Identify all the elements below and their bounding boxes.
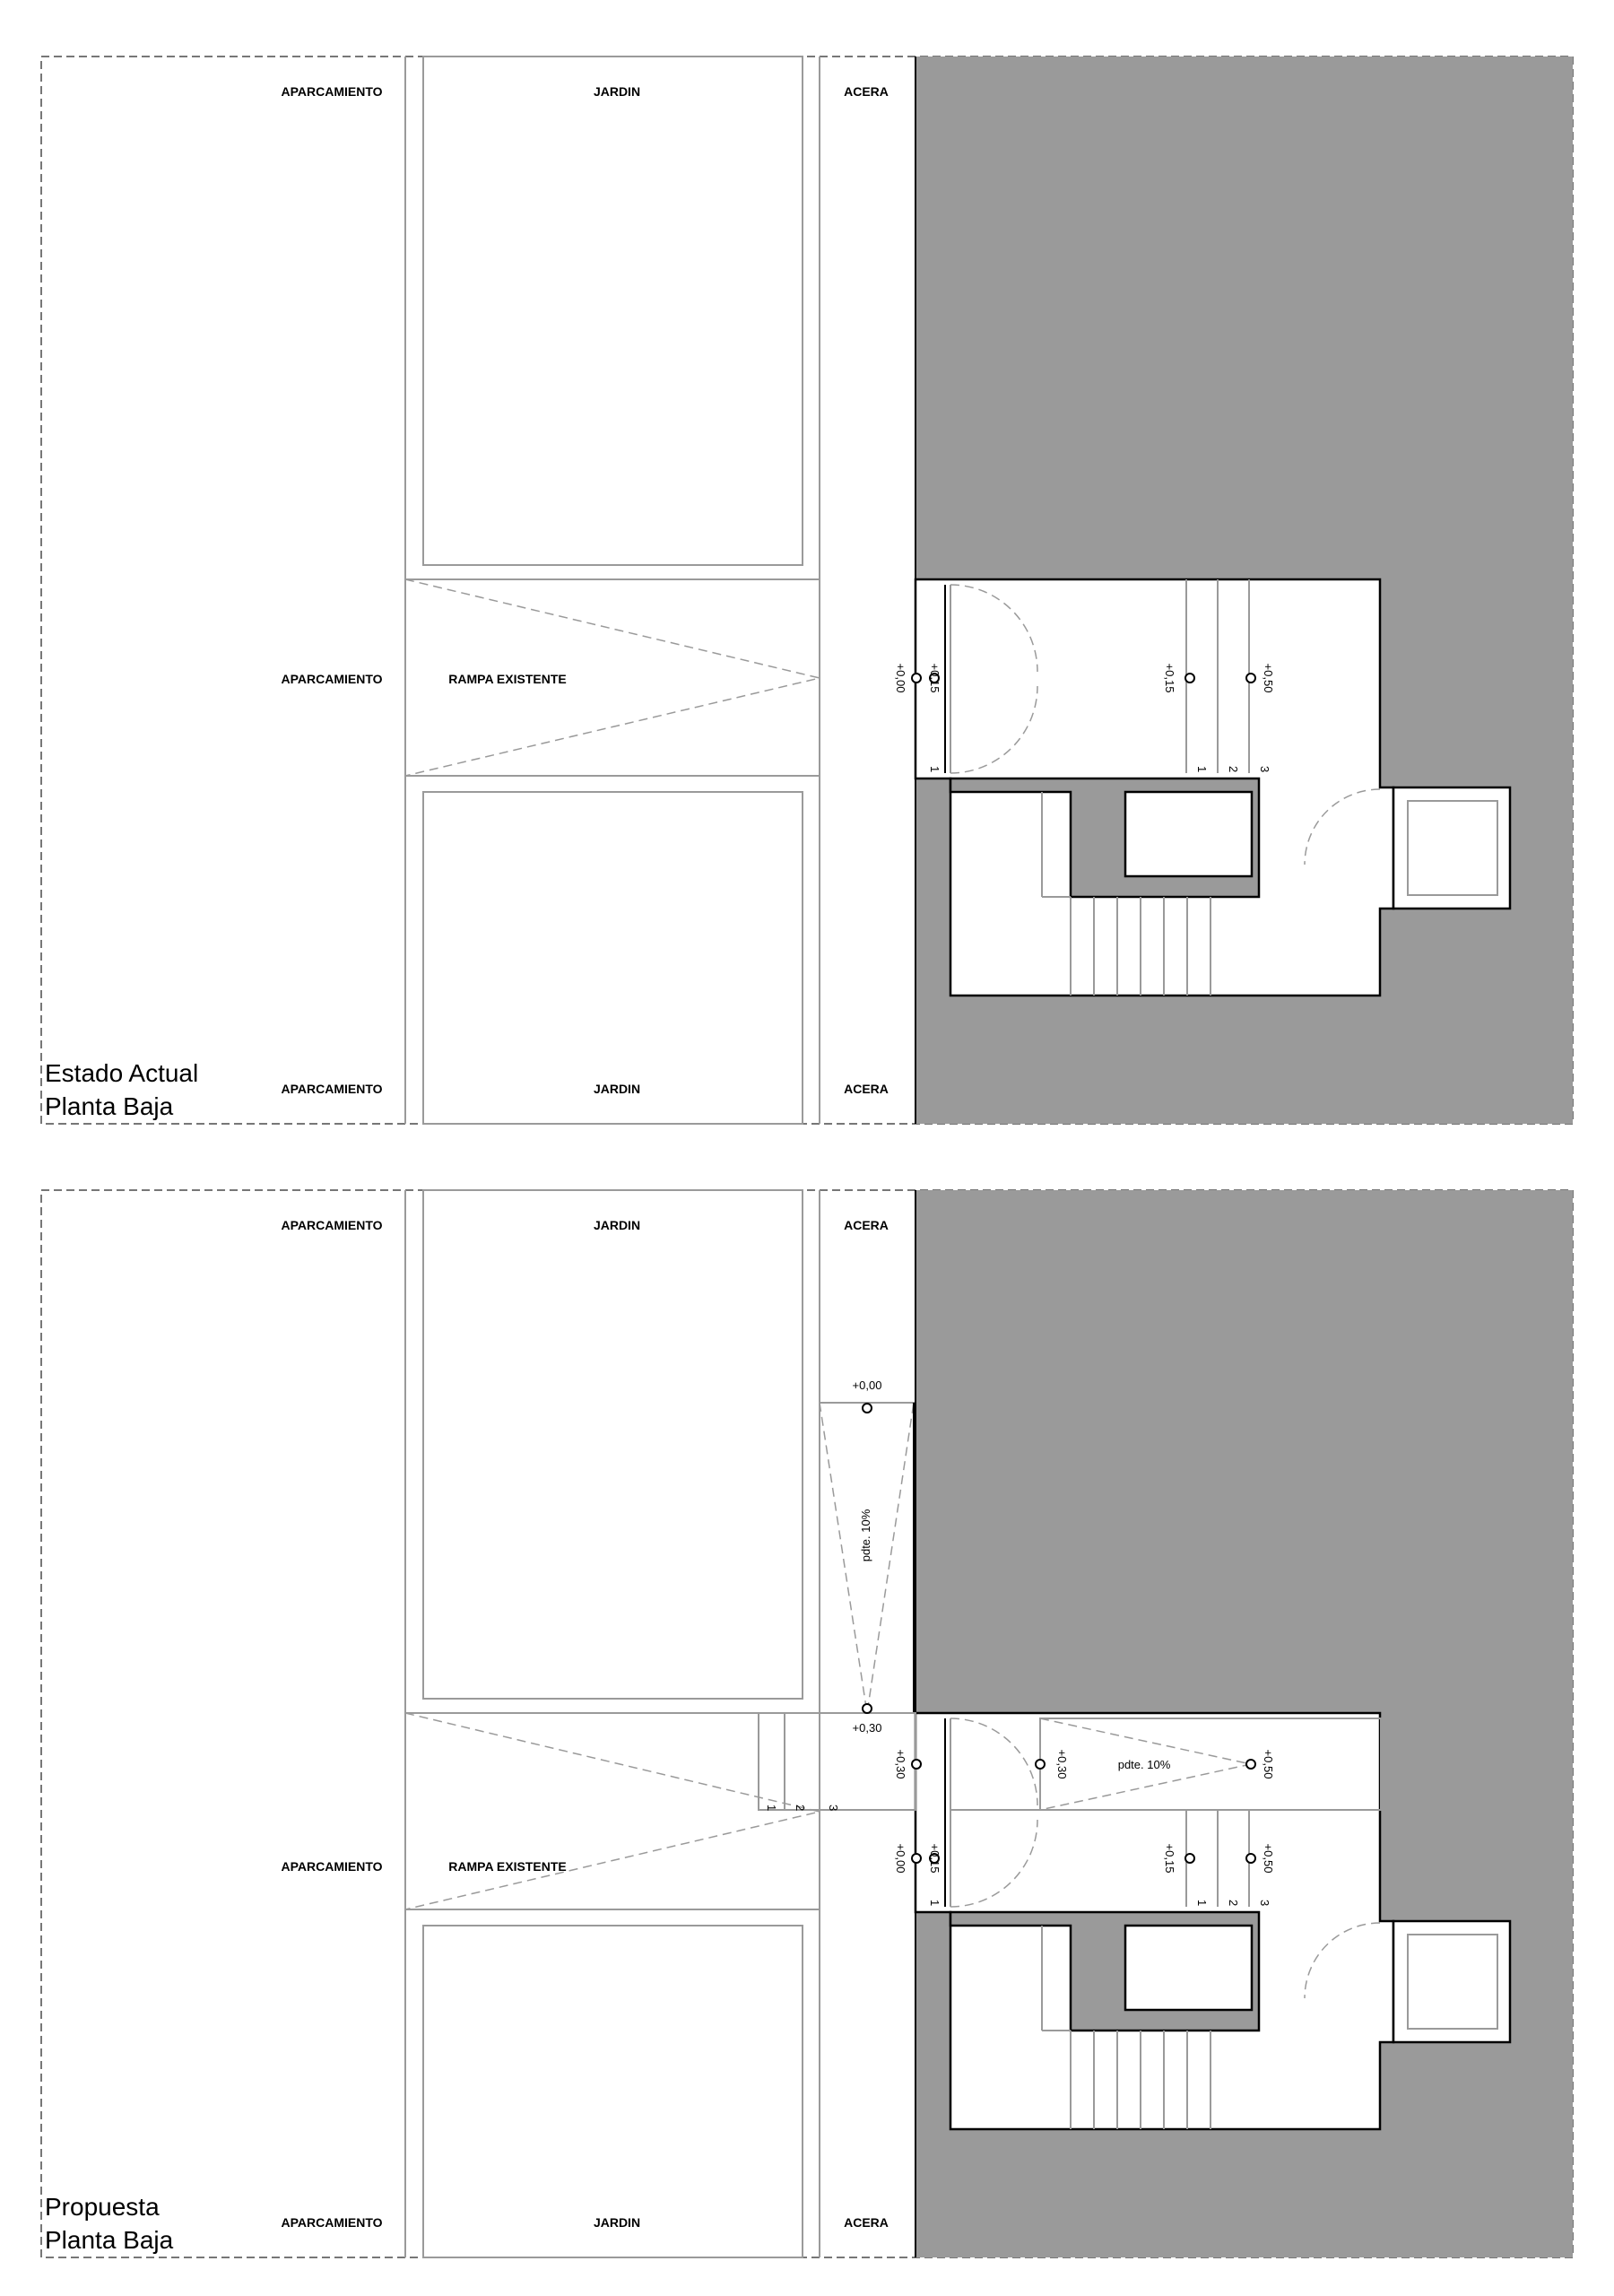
new-ramp-slope: pdte. 10% <box>859 1509 872 1562</box>
entry-ramp-level-mid: +0,30 <box>1055 1749 1069 1779</box>
level-3: +0,50 <box>1262 663 1275 693</box>
plan-propuesta <box>41 1190 1573 2257</box>
step-2: 2 <box>1227 766 1240 773</box>
label-aparcamiento-mid: APARCAMIENTO <box>281 672 383 686</box>
label-acera-top: ACERA <box>844 84 889 99</box>
label-rampa-existente: RAMPA EXISTENTE <box>448 672 567 686</box>
entry-ramp-level-left: +0,30 <box>894 1749 907 1779</box>
label-jardin-top: JARDIN <box>593 1218 641 1232</box>
plan-title-line2: Planta Baja <box>45 2226 174 2254</box>
ramp-slope-lines <box>405 1713 820 1909</box>
garden-bottom-bed <box>423 792 803 1124</box>
label-aparcamiento-mid: APARCAMIENTO <box>281 1859 383 1874</box>
new-ramp-level-top: +0,00 <box>852 1378 882 1392</box>
label-aparcamiento-bottom: APARCAMIENTO <box>281 2215 383 2230</box>
new-step-0: 1 <box>765 1805 778 1812</box>
entry-ramp-slope: pdte. 10% <box>1117 1758 1171 1771</box>
new-step-2: 3 <box>827 1805 840 1812</box>
label-aparcamiento-top: APARCAMIENTO <box>281 84 383 99</box>
step-0: 1 <box>928 766 941 773</box>
label-rampa-existente: RAMPA EXISTENTE <box>448 1859 567 1874</box>
label-jardin-bottom: JARDIN <box>593 1082 641 1096</box>
label-jardin-bottom: JARDIN <box>593 2215 641 2230</box>
plan-title-line1: Estado Actual <box>45 1059 199 1087</box>
new-step-1: 2 <box>794 1805 807 1812</box>
step-1: 1 <box>1195 1900 1209 1907</box>
label-aparcamiento-bottom: APARCAMIENTO <box>281 1082 383 1096</box>
garden-top-bed <box>423 57 803 565</box>
entry-ramp-level-right: +0,50 <box>1262 1749 1275 1779</box>
level-0: +0,00 <box>894 1843 907 1874</box>
plan-title-line1: Propuesta <box>45 2193 160 2221</box>
step-3: 3 <box>1258 766 1271 773</box>
level-2: +0,15 <box>1163 663 1176 693</box>
level-1: +0,15 <box>928 663 941 693</box>
new-steps <box>759 1713 915 1810</box>
plan-estado-actual <box>41 57 1573 1124</box>
step-2: 2 <box>1227 1900 1240 1907</box>
existing-ramp <box>405 1713 820 1909</box>
step-1: 1 <box>1195 766 1209 773</box>
label-acera-top: ACERA <box>844 1218 889 1232</box>
annex-room <box>1393 1921 1510 2042</box>
level-2: +0,15 <box>1163 1843 1176 1874</box>
garden-bottom-bed <box>423 1926 803 2257</box>
label-jardin-top: JARDIN <box>593 84 641 99</box>
level-1: +0,15 <box>928 1843 941 1874</box>
label-acera-bottom: ACERA <box>844 1082 889 1096</box>
step-3: 3 <box>1258 1900 1271 1907</box>
new-ramp-level-bottom: +0,30 <box>852 1721 882 1735</box>
level-0: +0,00 <box>894 663 907 693</box>
elevator-shaft <box>1125 1926 1252 2010</box>
new-step-numbers <box>765 1805 840 1811</box>
annex-room <box>1393 787 1510 909</box>
label-acera-bottom: ACERA <box>844 2215 889 2230</box>
elevator-shaft <box>1125 792 1252 876</box>
garden-top-bed <box>423 1190 803 1699</box>
level-3: +0,50 <box>1262 1843 1275 1874</box>
step-0: 1 <box>928 1900 941 1907</box>
label-aparcamiento-top: APARCAMIENTO <box>281 1218 383 1232</box>
plan-title-line2: Planta Baja <box>45 1092 174 1120</box>
